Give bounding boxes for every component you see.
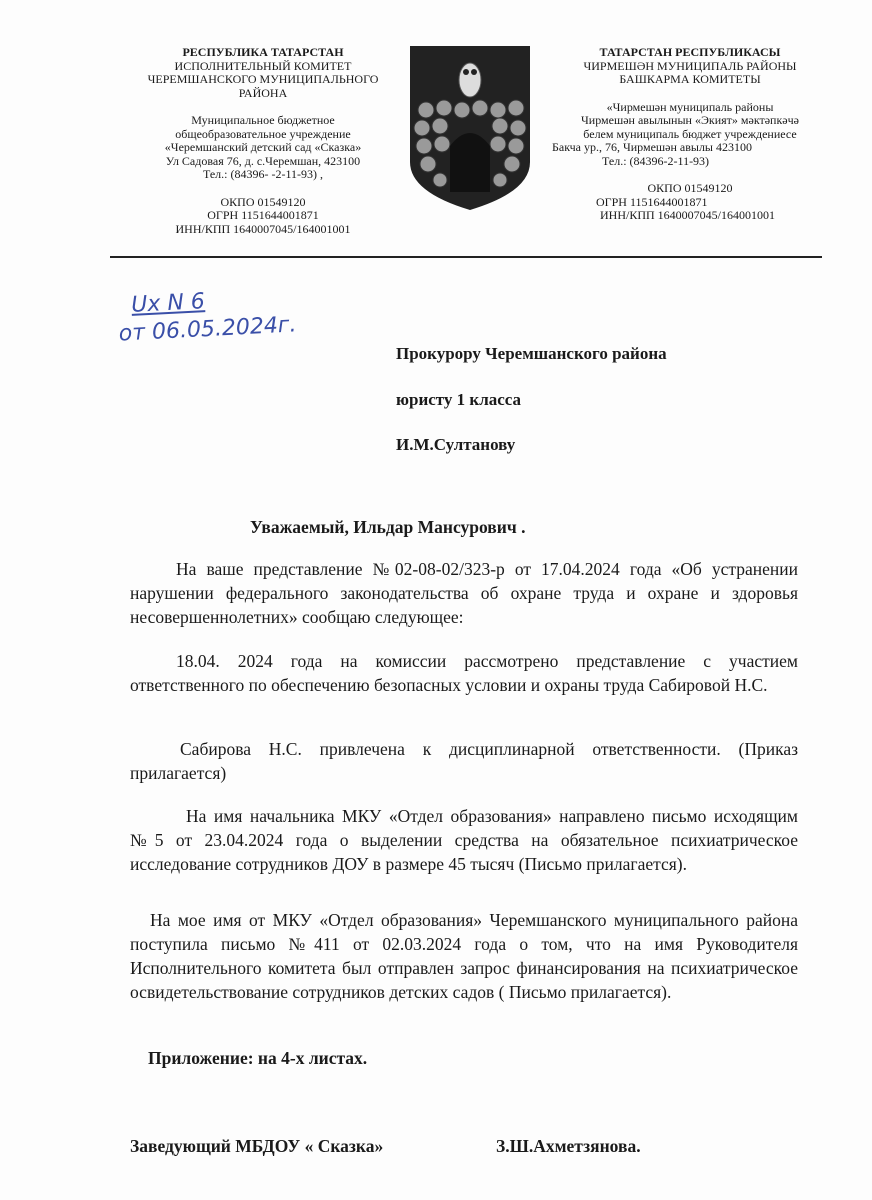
header-line: Тел.: (84396- -2-11-93) , — [202, 167, 324, 181]
addressee-line: И.М.Султанову — [396, 435, 516, 454]
coat-of-arms-emblem — [406, 42, 534, 212]
paragraph: На мое имя от МКУ «Отдел образования» Черемшанского муниципального района поступила письмо №411 от 02.03.2024 года о том, что на имя Руководителя Исполнительного комитета был отправлен запрос финансирования на психиатрическое освидетельствование сотрудников детских садов ( Письмо прилагается). — [130, 910, 798, 1002]
addressee-line: юристу 1 класса — [396, 390, 522, 409]
header-line: Муниципальное бюджетное — [191, 113, 335, 127]
header-line: ИСПОЛНИТЕЛЬНЫЙ КОМИТЕТ — [174, 58, 352, 73]
header-line: ЧИРМЕШӘН МУНИЦИПАЛЬ РАЙОНЫ — [583, 58, 797, 73]
header-line: ОКПО 01549120 — [220, 194, 306, 209]
handwritten-registration-note — [117, 283, 297, 348]
header-line: ОКПО 01549120 — [647, 181, 733, 195]
header-line: ОГРН 1151644001871 — [207, 208, 319, 222]
annex-note: Приложение: на 4-х листах. — [148, 1048, 368, 1068]
header-line: ТАТАРСТАН РЕСПУБЛИКАСЫ — [599, 45, 781, 59]
header-line: ОГРН 1151644001871 — [596, 194, 708, 209]
header-line: ЧЕРЕМШАНСКОГО МУНИЦИПАЛЬНОГО — [147, 72, 379, 86]
addressee-line: Прокурору Черемшанского района — [396, 344, 667, 363]
header-right — [552, 46, 828, 223]
header-line: Тел.: (84396-2-11-93) — [602, 153, 710, 168]
header-line: РЕСПУБЛИКА ТАТАРСТАН — [182, 45, 344, 59]
header-line: белем муниципаль бюджет учреждениесе — [583, 126, 797, 141]
header-left — [128, 46, 398, 236]
header-line: Чирмешән авылынын «Экият» мәктәпкәчә — [581, 113, 799, 127]
paragraph: На имя начальника МКУ «Отдел образования» направлено письмо исходящим №5 от 23.04.2024 года о выделении средства на обязательное психиатрическое исследование сотрудников ДОУ в размере 45 тысяч (Письмо прилагается). — [130, 806, 798, 874]
paragraph: 18.04. 2024 года на комиссии рассмотрено представление с участием ответственного по обеспечению безопасных условии и охраны труда Сабировой Н.С. — [130, 651, 798, 695]
header-line: Бакча ур., 76, Чирмешән авылы 423100 — [552, 140, 752, 154]
header-line: общеобразовательное учреждение — [175, 126, 351, 141]
handwritten-number: Ux N 6 — [130, 289, 206, 318]
greeting: Уважаемый, Ильдар Мансурович . — [250, 517, 526, 537]
header-line: Ул Садовая 76, д. с.Черемшан, 423100 — [165, 153, 361, 168]
header-line: ИНН/КПП 1640007045/164001001 — [175, 221, 351, 236]
header-line: ИНН/КПП 1640007045/164001001 — [600, 208, 776, 222]
header-divider — [110, 256, 822, 258]
handwritten-date: от 06.05.2024г. — [118, 312, 298, 347]
header-line: БАШКАРМА КОМИТЕТЫ — [619, 72, 761, 86]
header-line: «Чирмешән муниципаль районы — [606, 99, 774, 114]
signer-name: З.Ш.Ахметзянова. — [496, 1136, 641, 1156]
header-line: «Черемшанский детский сад «Сказка» — [164, 140, 362, 154]
paragraph: На ваше представление №02-08-02/323-р от 17.04.2024 года «Об устранении нарушении федерального законодательства об охране труда и охране и здоровья несовершеннолетних» сообщаю следующее: — [130, 559, 798, 627]
paragraph: Сабирова Н.С. привлечена к дисциплинарной ответственности. (Приказ прилагается) — [130, 739, 798, 783]
signer-position: Заведующий МБДОУ « Сказка» — [130, 1136, 384, 1156]
header-line: РАЙОНА — [238, 85, 288, 100]
